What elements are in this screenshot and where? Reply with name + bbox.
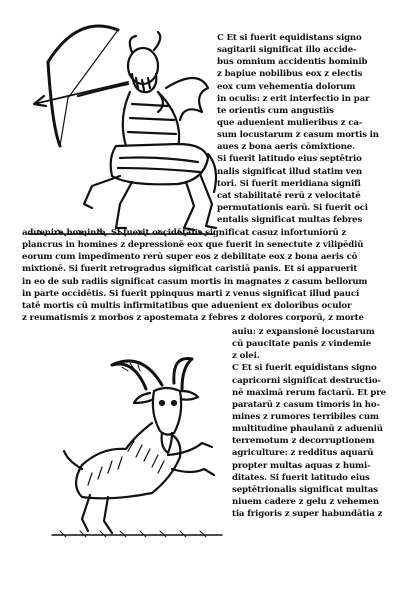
text-line: cat stabilitatē rerū z velocitatē <box>217 190 361 201</box>
text-block-full-width <box>22 227 367 324</box>
text-line: C Et si fuerit equidistans signo <box>232 363 377 374</box>
text-line: z reumatismis z morbos z apostemata z febres z dolores corporū, z morte <box>22 312 364 323</box>
goat-woodcut <box>42 345 227 540</box>
text-line: sum locustarum z casum mortis in <box>217 130 379 141</box>
text-column-top-right <box>217 32 379 226</box>
text-line: z olei. <box>232 351 260 362</box>
text-line: capricorni significat destructio- <box>232 375 381 386</box>
text-line: que aduenient mulieribus z ca- <box>217 117 363 128</box>
text-line: in oculis: z erit interfectio in par <box>217 93 370 104</box>
text-line: tia frigoris z super habundātia z <box>232 509 383 520</box>
text-line: agriculture: z redditus aquarū <box>232 448 374 459</box>
text-line: te orientis cum angustiis <box>217 105 334 116</box>
text-line: nē maximā rerum factarū. Et pre <box>232 387 386 398</box>
text-line: z bapiue nobilibus eox z electis <box>217 69 363 80</box>
text-line: eorum cum impedimento rerū super eos z debilitate eox z bona aeris cō <box>22 252 358 263</box>
text-line: ditates. Si fuerit latitudo eius <box>232 472 370 483</box>
text-line: auiu: z expansionē locustarum <box>232 327 375 337</box>
text-line: plancrus in homines z depressionē eox que fuerit in senectute z vilipēdiū <box>22 240 364 251</box>
text-line: mines z rumores terribiles cum <box>232 411 379 422</box>
text-line: aues z bona aeris cōmixtione. <box>217 142 355 153</box>
text-line: Si fuerit latitudo eius septētrio <box>217 154 362 165</box>
text-line: paratarū z casum timoris in ho- <box>232 399 380 410</box>
text-line: niuem cadere z gelu z vehemen <box>232 496 379 507</box>
text-line: permutationis earū. Si fuerit oci <box>217 202 368 213</box>
centaur-archer-woodcut <box>8 8 220 240</box>
text-line: multitudine phaulanū z adueniū <box>232 424 383 435</box>
text-line: entalis significat multas febres <box>217 215 363 226</box>
text-line: bus omnium accidentis hominib <box>217 57 368 68</box>
text-line: sagitarii significat illo accide- <box>217 45 357 56</box>
text-line: eox cum vehementia dolorum <box>217 81 356 92</box>
text-line: aduenire hominib. Si fuerit occidētalis significat casuz infortuniorū z <box>22 228 347 238</box>
text-line: tori. Si fuerit meridiana signifi <box>217 178 361 189</box>
text-line: tatē mortis cū multis infirmitatibus que aduenient ex doloribus oculor <box>22 300 352 311</box>
text-line: in eo de sub radiis significat casum mortis in magnates z casum bellorum <box>22 276 368 287</box>
text-line: septētrionalis significat multas <box>232 484 378 495</box>
text-line: mixtionē. Si fuerit retrogradus significat caristiā panis. Et si apparuerit <box>22 264 358 275</box>
text-line: cū paucitate panis z vindemie <box>232 339 372 350</box>
text-line: C Et si fuerit equidistans signo <box>217 33 362 43</box>
text-line: propter multas aquas z humi- <box>232 460 371 471</box>
text-line: in parte occidētis. Si fuerit ppinquus marti z venus significat illud pauci <box>22 288 360 299</box>
text-line: terremotum z decorruptionem <box>232 436 375 447</box>
text-line: nalis significat illud statim ven <box>217 166 363 177</box>
text-column-bottom-right <box>232 326 386 520</box>
